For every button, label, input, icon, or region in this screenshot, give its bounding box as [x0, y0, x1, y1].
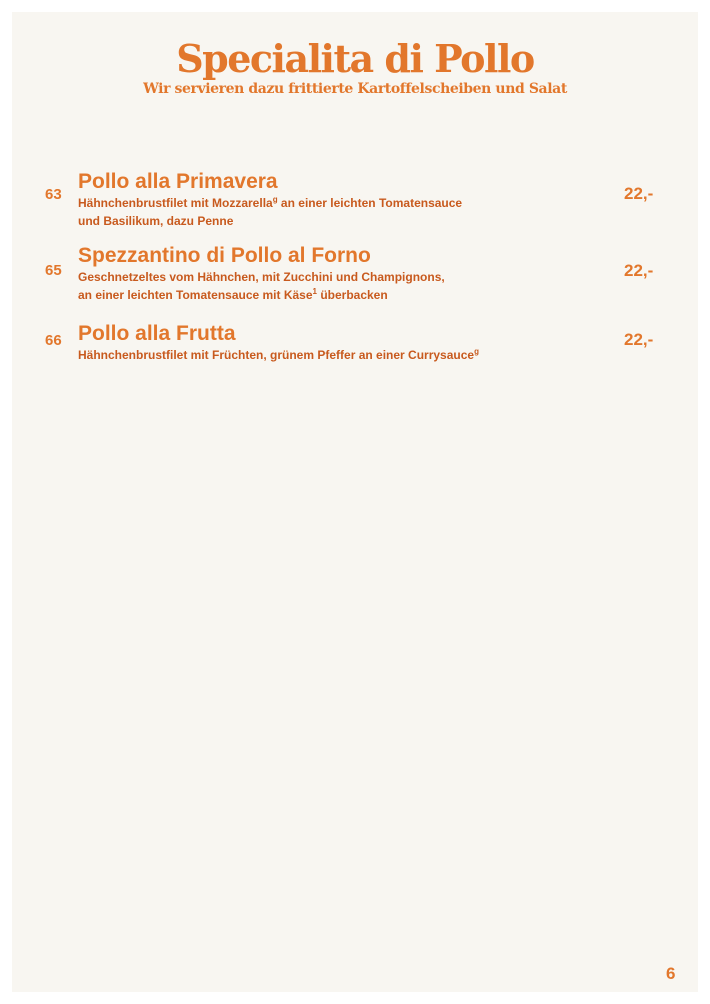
item-description-text: an einer leichten Tomatensauce — [277, 196, 463, 210]
item-description — [78, 346, 479, 364]
allergen-marker: 1 — [312, 287, 317, 296]
allergen-marker: g — [272, 195, 278, 204]
item-number: 66 — [45, 332, 62, 349]
item-price: 22,- — [624, 330, 654, 349]
page-title: Specialita di Pollo — [176, 36, 534, 81]
item-description-text: Hähnchenbrustfilet mit Früchten, grünem Pfeffer an einer Currysauce — [78, 348, 475, 362]
item-number: 63 — [45, 186, 62, 203]
page-number: 6 — [666, 964, 676, 983]
item-description-text: an einer leichten Tomatensauce mit Käse — [78, 288, 313, 302]
allergen-marker: g — [474, 347, 479, 356]
item-name: Pollo alla Primavera — [78, 170, 278, 193]
item-price: 22,- — [624, 261, 654, 280]
page-subtitle: Wir servieren dazu frittierte Kartoffelscheiben und Salat — [143, 81, 567, 97]
item-name: Spezzantino di Pollo al Forno — [78, 244, 371, 267]
item-description-text: überbacken — [316, 288, 388, 302]
item-description-text: und Basilikum, dazu Penne — [78, 214, 234, 228]
item-description-text: Geschnetzeltes vom Hähnchen, mit Zucchini und Champignons, — [78, 270, 445, 284]
item-description — [78, 268, 445, 304]
item-name: Pollo alla Frutta — [78, 322, 236, 345]
item-price: 22,- — [624, 184, 654, 203]
menu-page — [12, 12, 698, 992]
item-description — [78, 194, 462, 230]
item-description-text: Hähnchenbrustfilet mit Mozzarella — [78, 196, 273, 210]
item-number: 65 — [45, 262, 62, 279]
